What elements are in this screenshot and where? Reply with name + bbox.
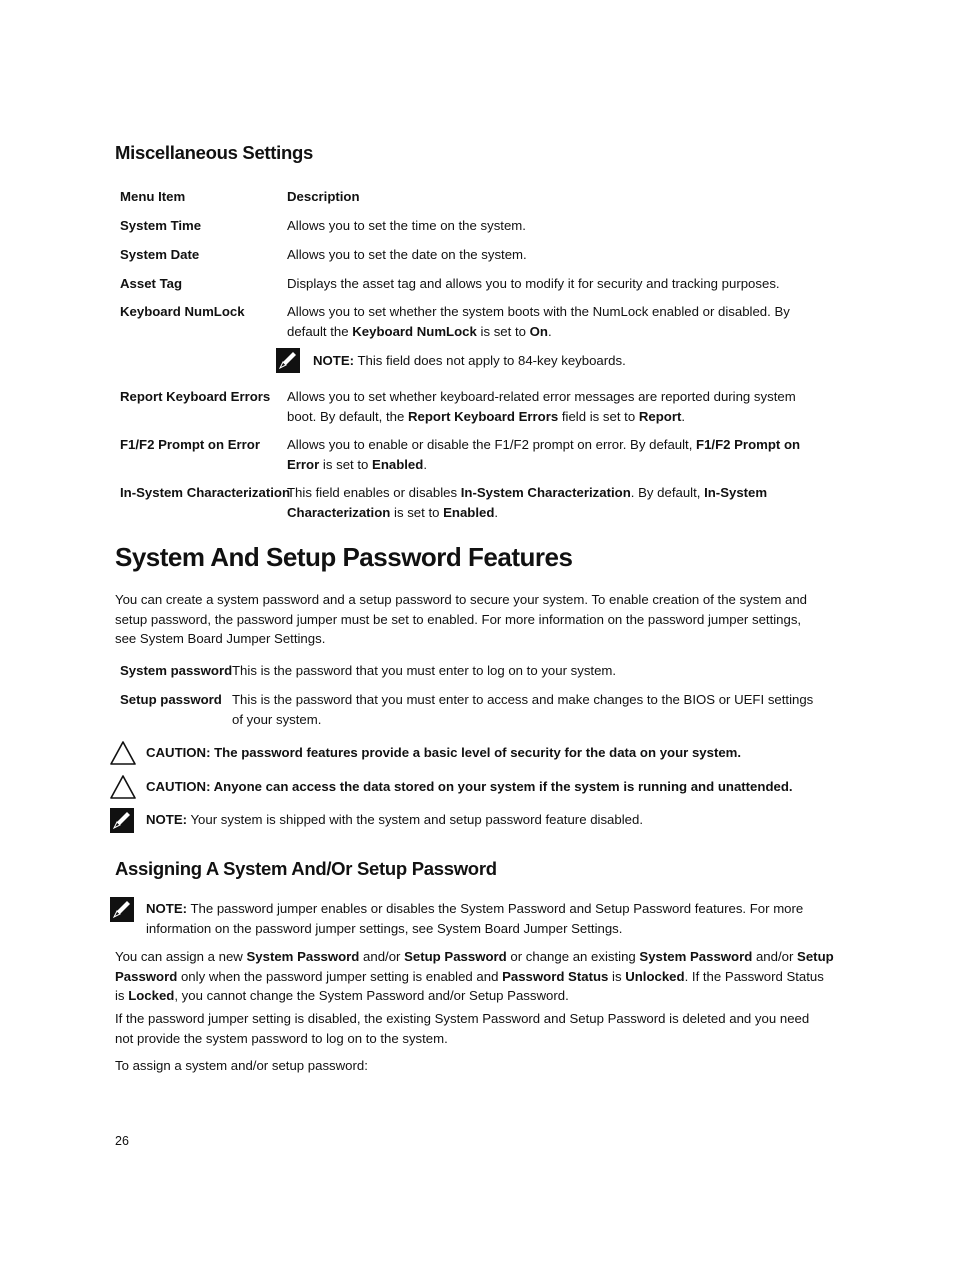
- password-intro: You can create a system password and a setup password to secure your system. To enable creation of the system and setup password, the password jumper must be set to enabled. For more information on the password jumper settings, see System Board Jumper Settings.: [115, 592, 807, 646]
- system-password-label: System password: [120, 663, 233, 678]
- page-number: 26: [115, 1134, 129, 1148]
- assign-note: NOTE: The password jumper enables or disables the System Password and Setup Password features. For more information on the password jumper settings, see System Board Jumper Settings.: [146, 901, 804, 936]
- setup-password-desc: This is the password that you must enter to access and make changes to the BIOS or UEFI settings of your system.: [232, 692, 814, 727]
- row-desc: This field enables or disables In-System Characterization. By default, In-System Characterization is set to Enabled.: [287, 485, 768, 520]
- caution-triangle-icon: [109, 740, 137, 766]
- row-label: Report Keyboard Errors: [120, 389, 271, 404]
- note-pencil-icon: [110, 808, 134, 833]
- misc-note: NOTE: This field does not apply to 84-key keyboards.: [313, 353, 626, 368]
- assign-heading: Assigning A System And/Or Setup Password: [115, 858, 497, 879]
- row-desc: Allows you to set whether keyboard-related error messages are reported during system boot. By default, the Report Keyboard Errors field is set to Report.: [287, 389, 796, 424]
- row-label: F1/F2 Prompt on Error: [120, 437, 260, 452]
- setup-password-label: Setup password: [120, 692, 222, 707]
- row-desc: Allows you to set whether the system boots with the NumLock enabled or disabled. By default the Keyboard NumLock is set to On.: [287, 304, 790, 339]
- assign-paragraph: To assign a system and/or setup password:: [115, 1058, 368, 1073]
- system-password-desc: This is the password that you must enter to log on to your system.: [232, 663, 617, 678]
- password-note: NOTE: Your system is shipped with the system and setup password feature disabled.: [146, 812, 643, 827]
- assign-paragraph: If the password jumper setting is disabled, the existing System Password and Setup Password is deleted and you need not provide the system password to log on to the system.: [115, 1011, 810, 1046]
- row-label: System Time: [120, 218, 202, 233]
- row-desc: Allows you to set the date on the system.: [287, 247, 527, 262]
- caution-text: CAUTION: Anyone can access the data stored on your system if the system is running and unattended.: [146, 779, 793, 794]
- note-pencil-icon: [110, 897, 134, 922]
- row-desc: Displays the asset tag and allows you to modify it for security and tracking purposes.: [287, 276, 780, 291]
- row-label: System Date: [120, 247, 200, 262]
- misc-heading: Miscellaneous Settings: [115, 142, 313, 163]
- caution-triangle-icon: [109, 774, 137, 800]
- row-label: Asset Tag: [120, 276, 183, 291]
- row-desc: Allows you to set the time on the system.: [287, 218, 526, 233]
- assign-paragraph: You can assign a new System Password and/or Setup Password or change an existing System Password and/or Setup Password only when the password jumper setting is enabled and Password Status is Unlocked. If the Password Status is Locked, you cannot change the System Password and/or Setup Password.: [115, 949, 834, 1003]
- row-label: Keyboard NumLock: [120, 304, 245, 319]
- col-description: Description: [287, 189, 360, 204]
- password-features-heading: System And Setup Password Features: [115, 542, 573, 572]
- caution-text: CAUTION: The password features provide a basic level of security for the data on your system.: [146, 745, 742, 760]
- row-desc: Allows you to enable or disable the F1/F2 prompt on error. By default, F1/F2 Prompt on Error is set to Enabled.: [287, 437, 801, 472]
- note-pencil-icon: [276, 348, 300, 373]
- row-label: In-System Characterization: [120, 485, 291, 500]
- col-menu-item: Menu Item: [120, 189, 186, 204]
